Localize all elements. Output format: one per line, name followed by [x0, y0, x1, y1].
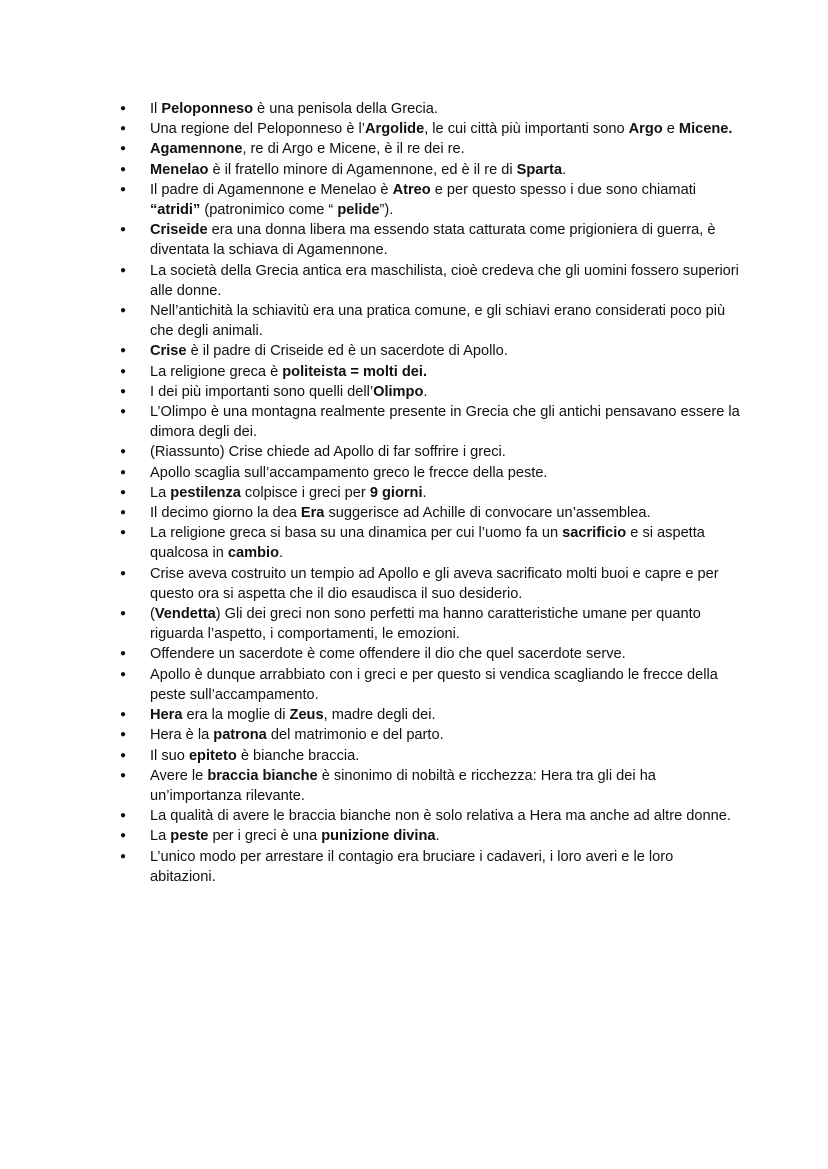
text-span: , le cui città più importanti sono	[424, 121, 629, 138]
bold-text: patrona	[213, 727, 267, 744]
bold-text: 9 giorni	[369, 484, 423, 501]
bold-text: politeista = molti dei.	[282, 363, 427, 380]
bold-text: Peloponneso	[161, 101, 253, 117]
text-span: .	[562, 161, 567, 178]
text-span: è il fratello minore di Agamennone, ed è il re di	[208, 161, 517, 178]
text-span: era la moglie di	[182, 707, 290, 724]
text-span: ) Gli dei greci non sono perfetti ma hanno caratteristiche umane per quanto riguarda l’aspetto, i comportamenti, le emozioni.	[150, 606, 701, 643]
text-span: è sinonimo di nobiltà e ricchezza: Hera tra gli dei ha un’importanza rilevante.	[150, 767, 656, 804]
text-span: Il	[150, 101, 162, 117]
text-span: La società della Grecia antica era maschilista, cioè credeva che gli uomini fossero superiori alle donne.	[150, 262, 739, 299]
bullet-item	[120, 220, 740, 260]
bold-text: braccia bianche	[207, 767, 318, 784]
bullet-item	[120, 99, 740, 119]
text-span: del matrimonio e del parto.	[266, 727, 444, 744]
text-span: La qualità di avere le braccia bianche non è solo relativa a Hera ma anche ad altre donne.	[150, 808, 731, 825]
bullet-item	[120, 644, 740, 664]
bold-text: Zeus	[289, 707, 324, 724]
bullet-item	[120, 442, 740, 462]
text-span: L’Olimpo è una montagna realmente presente in Grecia che gli antichi pensavano essere la dimora degli dei.	[150, 404, 740, 441]
text-span: Apollo scaglia sull’accampamento greco le frecce della peste.	[150, 464, 548, 481]
text-span: è bianche braccia.	[236, 747, 360, 764]
text-span: e	[662, 121, 679, 138]
bullet-item	[120, 503, 740, 523]
bold-text: “atridi”	[150, 202, 201, 219]
bullet-item	[120, 523, 740, 563]
text-span: e si aspetta qualcosa in	[150, 525, 705, 562]
text-span: .	[278, 545, 284, 562]
bold-text: Sparta	[516, 161, 563, 178]
text-span: Apollo è dunque arrabbiato con i greci e per questo si vendica scagliando le frecce della peste sull’accampamento.	[150, 666, 718, 703]
bullet-item	[120, 564, 740, 604]
bold-text: Micene.	[678, 121, 733, 138]
text-span: La religione greca si basa su una dinamica per cui l’uomo fa un	[150, 525, 563, 542]
bold-text: pestilenza	[170, 484, 241, 501]
text-span: , re di Argo e Micene, è il re dei re.	[242, 141, 465, 158]
bold-text: punizione divina	[321, 828, 436, 845]
text-span: Il padre di Agamennone e Menelao è	[150, 181, 393, 198]
bullet-item	[120, 746, 740, 766]
bullet-item	[120, 341, 740, 361]
text-span: .	[422, 484, 427, 501]
bullet-item	[120, 382, 740, 402]
text-span: era una donna libera ma essendo stata catturata come prigioniera di guerra, è diventata la schiava di Agamennone.	[150, 222, 716, 259]
text-span: (Riassunto) Crise chiede ad Apollo di far soffrire i greci.	[150, 444, 506, 461]
text-span: L’unico modo per arrestare il contagio era bruciare i cadaveri, i loro averi e le loro abitazioni.	[150, 848, 674, 885]
text-span: colpisce i greci per	[240, 484, 370, 501]
text-span: (	[150, 606, 155, 623]
bullet-item	[120, 160, 740, 180]
text-span: La religione greca è	[150, 363, 283, 380]
bullet-item	[120, 362, 740, 382]
bullet-item	[120, 402, 740, 442]
text-span: Crise aveva costruito un tempio ad Apollo e gli aveva sacrificato molti buoi e capre e per questo ora si aspetta che il dio esaudisca il suo desiderio.	[150, 565, 719, 602]
text-span: .	[435, 828, 440, 845]
bold-text: Vendetta	[154, 606, 216, 623]
text-span: La	[150, 484, 171, 501]
bullet-item	[120, 261, 740, 301]
text-span: per i greci è una	[208, 828, 322, 845]
text-span: La	[150, 828, 171, 845]
text-span: è il padre di Criseide ed è un sacerdote di Apollo.	[186, 343, 508, 360]
bold-text: Olimpo	[373, 383, 424, 400]
text-span: (patronimico come “	[200, 202, 338, 219]
bullet-item	[120, 139, 740, 159]
text-span: Nell’antichità la schiavitù era una pratica comune, e gli schiavi erano considerati poco più che degli animali.	[150, 303, 726, 340]
text-span: e per questo spesso i due sono chiamati	[430, 181, 696, 198]
bullet-item	[120, 806, 740, 826]
text-span: Una regione del Peloponneso è l’	[150, 121, 366, 138]
text-span: Hera è la	[150, 727, 214, 744]
text-span: I dei più importanti sono quelli dell’	[150, 383, 374, 400]
bold-text: epiteto	[188, 747, 237, 764]
bullet-item	[120, 665, 740, 705]
bullet-item	[120, 301, 740, 341]
bullet-item	[120, 180, 740, 220]
bold-text: Agamennone	[150, 141, 243, 158]
text-span: Il suo	[150, 747, 189, 764]
bold-text: peste	[170, 828, 209, 845]
bullet-item	[120, 705, 740, 725]
text-span: ”).	[379, 202, 394, 219]
bullet-item	[120, 463, 740, 483]
bullet-item	[120, 725, 740, 745]
bullet-item	[120, 847, 740, 887]
bullet-item	[120, 483, 740, 503]
bold-text: Crise	[150, 343, 187, 360]
bold-text: Era	[300, 505, 325, 522]
bold-text: Menelao	[150, 161, 209, 178]
bullet-item	[120, 766, 740, 806]
text-span: , madre degli dei.	[323, 707, 436, 724]
text-span: è una penisola della Grecia.	[252, 101, 438, 117]
bullet-item	[120, 604, 740, 644]
bold-text: pelide	[337, 202, 380, 219]
bold-text: cambio	[227, 545, 279, 562]
bold-text: Argolide	[365, 121, 425, 138]
text-span: .	[423, 383, 428, 400]
bold-text: Argo	[628, 121, 663, 138]
bullet-item	[120, 826, 740, 846]
bullet-list	[120, 99, 740, 887]
text-span: Il decimo giorno la dea	[150, 505, 301, 522]
text-span: Avere le	[150, 767, 208, 784]
bold-text: sacrificio	[562, 525, 627, 542]
text-span: Offendere un sacerdote è come offendere il dio che quel sacerdote serve.	[150, 646, 626, 663]
bold-text: Criseide	[150, 222, 208, 239]
text-span: suggerisce ad Achille di convocare un’assemblea.	[324, 505, 651, 522]
bold-text: Atreo	[392, 181, 431, 198]
bullet-item	[120, 119, 740, 139]
bold-text: Hera	[150, 707, 183, 724]
